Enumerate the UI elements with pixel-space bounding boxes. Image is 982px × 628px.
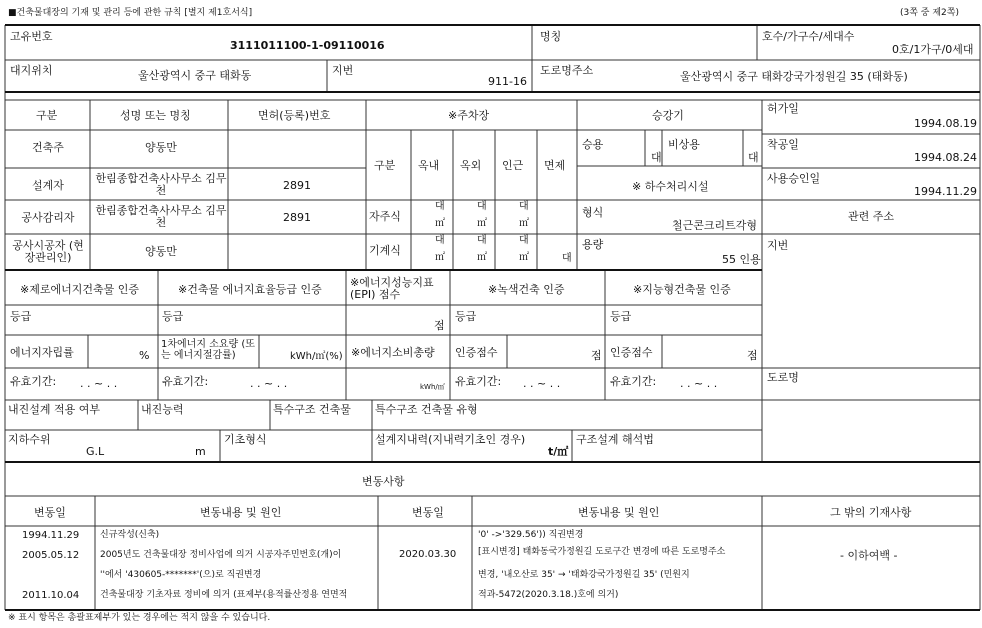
cert-smart: ※지능형건축물 인증 — [633, 283, 731, 296]
lot-label: 지번 — [332, 64, 354, 77]
sewage-type-value: 철근콘크리트각형 — [672, 219, 758, 232]
changes-title: 변동사항 — [362, 475, 405, 488]
seismic-capacity-label: 내진능력 — [141, 403, 184, 416]
road-label: 도로명주소 — [540, 64, 594, 77]
smart-grade-label: 등급 — [610, 310, 632, 323]
person-name: 한림종합건축사사무소 김무천 — [95, 204, 227, 230]
parking-area-unit: ㎡ — [435, 252, 445, 263]
special-structure-label: 특수구조 건축물 — [273, 403, 351, 416]
consumption-label: ※에너지소비총량 — [351, 346, 435, 359]
col-license: 면허(등록)번호 — [258, 109, 331, 122]
elevator-title: 승강기 — [652, 109, 684, 122]
zero-valid-dates: . . ~ . . — [80, 377, 118, 390]
change-text: 신규작성(신축) — [100, 530, 160, 540]
parking-title: ※주차장 — [448, 109, 490, 122]
change-date: 2011.10.04 — [22, 590, 80, 601]
cert-efficiency: ※건축물 에너지효율등급 인증 — [178, 283, 322, 296]
changes-left-content-header: 변동내용 및 원인 — [200, 506, 282, 519]
person-role: 건축주 — [32, 141, 64, 154]
green-grade-label: 등급 — [455, 310, 477, 323]
zero-valid-label: 유효기간: — [10, 375, 57, 388]
start-label: 착공일 — [767, 138, 799, 151]
cert-zero-energy: ※제로에너지건축물 인증 — [20, 283, 139, 296]
start-value: 1994.08.24 — [914, 151, 977, 164]
consumption-unit: kWh/㎡ — [420, 383, 445, 391]
parking-count-unit: 대 — [435, 235, 445, 246]
groundwater-unit: m — [195, 445, 206, 458]
parking-area-unit: ㎡ — [477, 218, 487, 229]
smart-valid-label: 유효기간: — [610, 375, 657, 388]
self-suff-unit: % — [139, 349, 150, 362]
col-name: 성명 또는 명칭 — [120, 109, 191, 122]
change-text: 적과-5472(2020.3.18.)호에 의거) — [478, 590, 619, 600]
sewage-title: ※ 하수처리시설 — [632, 180, 709, 193]
parking-count-unit: 대 — [519, 235, 529, 246]
parking-count-unit: 대 — [477, 235, 487, 246]
parking-row-self: 자주식 — [369, 210, 401, 223]
bearing-label: 설계지내력(지내력기초인 경우) — [375, 433, 526, 446]
eff-valid-label: 유효기간: — [162, 375, 209, 388]
parking-col-type: 구분 — [374, 159, 396, 172]
page-indicator: (3쪽 중 제2쪽) — [900, 8, 959, 18]
change-date: 1994.11.29 — [22, 530, 80, 541]
parking-col-nearby: 인근 — [502, 159, 524, 172]
permit-label: 허가일 — [767, 102, 799, 115]
person-name: 양동만 — [145, 141, 177, 154]
related-road-label: 도로명 — [767, 371, 799, 384]
change-date: 2020.03.30 — [399, 549, 457, 560]
person-license: 2891 — [283, 179, 311, 192]
change-text: [표시변경] 태화동국가정원길 도로구간 변경에 따른 도로명주소 — [478, 547, 726, 557]
name-label: 명칭 — [540, 30, 562, 43]
smart-score-label: 인증점수 — [610, 346, 653, 359]
sewage-capacity-label: 용량 — [582, 238, 604, 251]
parking-col-exempt: 면제 — [544, 159, 566, 172]
person-name: 양동만 — [145, 245, 177, 258]
id-label: 고유번호 — [10, 30, 53, 43]
parking-area-unit: ㎡ — [519, 252, 529, 263]
units-label: 호수/가구수/세대수 — [762, 30, 855, 43]
related-title: 관련 주소 — [848, 210, 895, 223]
cert-epi: ※에너지성능지표(EPI) 점수 — [350, 276, 434, 302]
parking-area-unit: ㎡ — [435, 218, 445, 229]
elevator-passenger: 승용 — [582, 138, 604, 151]
parking-row-mech: 기계식 — [369, 244, 401, 257]
site-label: 대지위치 — [10, 64, 53, 77]
special-structure-type-label: 특수구조 건축물 유형 — [375, 403, 478, 416]
sewage-type-label: 형식 — [582, 206, 604, 219]
changes-other-header: 그 밖의 기재사항 — [830, 506, 912, 519]
epi-score-unit: 점 — [434, 319, 445, 332]
permit-value: 1994.08.19 — [914, 117, 977, 130]
change-text: 변경, '내오산로 35' → '태화강국가정원길 35' (민원지 — [478, 570, 690, 580]
primary-energy-label: 1차에너지 소요량 (또는 에너지절감률) — [161, 339, 255, 361]
smart-valid-dates: . . ~ . . — [680, 377, 718, 390]
foundation-label: 기초형식 — [224, 433, 267, 446]
parking-col-indoor: 옥내 — [418, 159, 440, 172]
id-value: 3111011100-1-09110016 — [230, 39, 385, 52]
smart-score-unit: 점 — [747, 349, 758, 362]
green-score-unit: 점 — [591, 349, 602, 362]
change-text: '0' ->'329.56')) 직권변경 — [478, 530, 584, 540]
person-role: 공사시공자 (현장관리인) — [12, 239, 84, 265]
units-value: 0호/1가구/0세대 — [892, 43, 974, 56]
parking-count-unit: 대 — [519, 201, 529, 212]
eff-grade-label: 등급 — [162, 310, 184, 323]
parking-area-unit: ㎡ — [519, 218, 529, 229]
sewage-capacity-value: 55 인용 — [722, 253, 761, 266]
parking-count-unit: 대 — [477, 201, 487, 212]
parking-exempt-unit: 대 — [562, 253, 572, 264]
parking-count-unit: 대 — [435, 201, 445, 212]
person-license: 2891 — [283, 211, 311, 224]
form-title: ■건축물대장의 기재 및 관리 등에 관한 규칙 [별지 제1호서식] — [8, 8, 253, 18]
zero-grade-label: 등급 — [10, 310, 32, 323]
approval-value: 1994.11.29 — [914, 185, 977, 198]
elevator-emergency: 비상용 — [668, 138, 700, 151]
elevator-passenger-unit: 대 — [651, 151, 662, 164]
green-valid-dates: . . ~ . . — [523, 377, 561, 390]
change-text: ''에서 '430605-*******'(으)로 직권변경 — [100, 570, 262, 580]
seismic-label: 내진설계 적용 여부 — [8, 403, 101, 416]
person-role: 공사감리자 — [21, 211, 75, 224]
person-role: 설계자 — [32, 179, 64, 192]
eff-valid-dates: . . ~ . . — [250, 377, 288, 390]
groundwater-value: G.L — [86, 445, 105, 458]
site-value: 울산광역시 중구 태화동 — [138, 69, 252, 82]
groundwater-label: 지하수위 — [8, 433, 51, 446]
parking-area-unit: ㎡ — [477, 252, 487, 263]
cert-green: ※녹색건축 인증 — [488, 283, 565, 296]
elevator-emergency-unit: 대 — [748, 151, 759, 164]
changes-other-value: - 이하여백 - — [840, 549, 898, 562]
road-value: 울산광역시 중구 태화강국가정원길 35 (태화동) — [680, 70, 908, 83]
person-name: 한림종합건축사사무소 김무천 — [95, 172, 227, 198]
col-type: 구분 — [36, 109, 58, 122]
primary-energy-unit: kWh/㎡(%) — [290, 351, 343, 362]
change-text: 2005년도 건축물대장 정비사업에 의거 시공자주민번호(개)이 — [100, 550, 342, 560]
related-lot-label: 지번 — [767, 239, 789, 252]
changes-right-content-header: 변동내용 및 원인 — [578, 506, 660, 519]
footer-note: ※ 표시 항목은 총괄표제부가 있는 경우에는 적지 않을 수 있습니다. — [8, 613, 271, 623]
change-date: 2005.05.12 — [22, 550, 80, 561]
changes-left-date-header: 변동일 — [34, 506, 66, 519]
parking-col-outdoor: 옥외 — [460, 159, 482, 172]
green-valid-label: 유효기간: — [455, 375, 502, 388]
green-score-label: 인증점수 — [455, 346, 498, 359]
change-text: 건축물대장 기초자료 정비에 의거 (표제부(용적률산정용 연면적 — [100, 590, 348, 600]
approval-label: 사용승인일 — [767, 172, 821, 185]
self-suff-label: 에너지자립률 — [10, 346, 74, 359]
lot-value: 911-16 — [488, 75, 527, 88]
analysis-label: 구조설계 해석법 — [576, 433, 654, 446]
changes-right-date-header: 변동일 — [412, 506, 444, 519]
bearing-unit: t/㎡ — [548, 445, 569, 458]
